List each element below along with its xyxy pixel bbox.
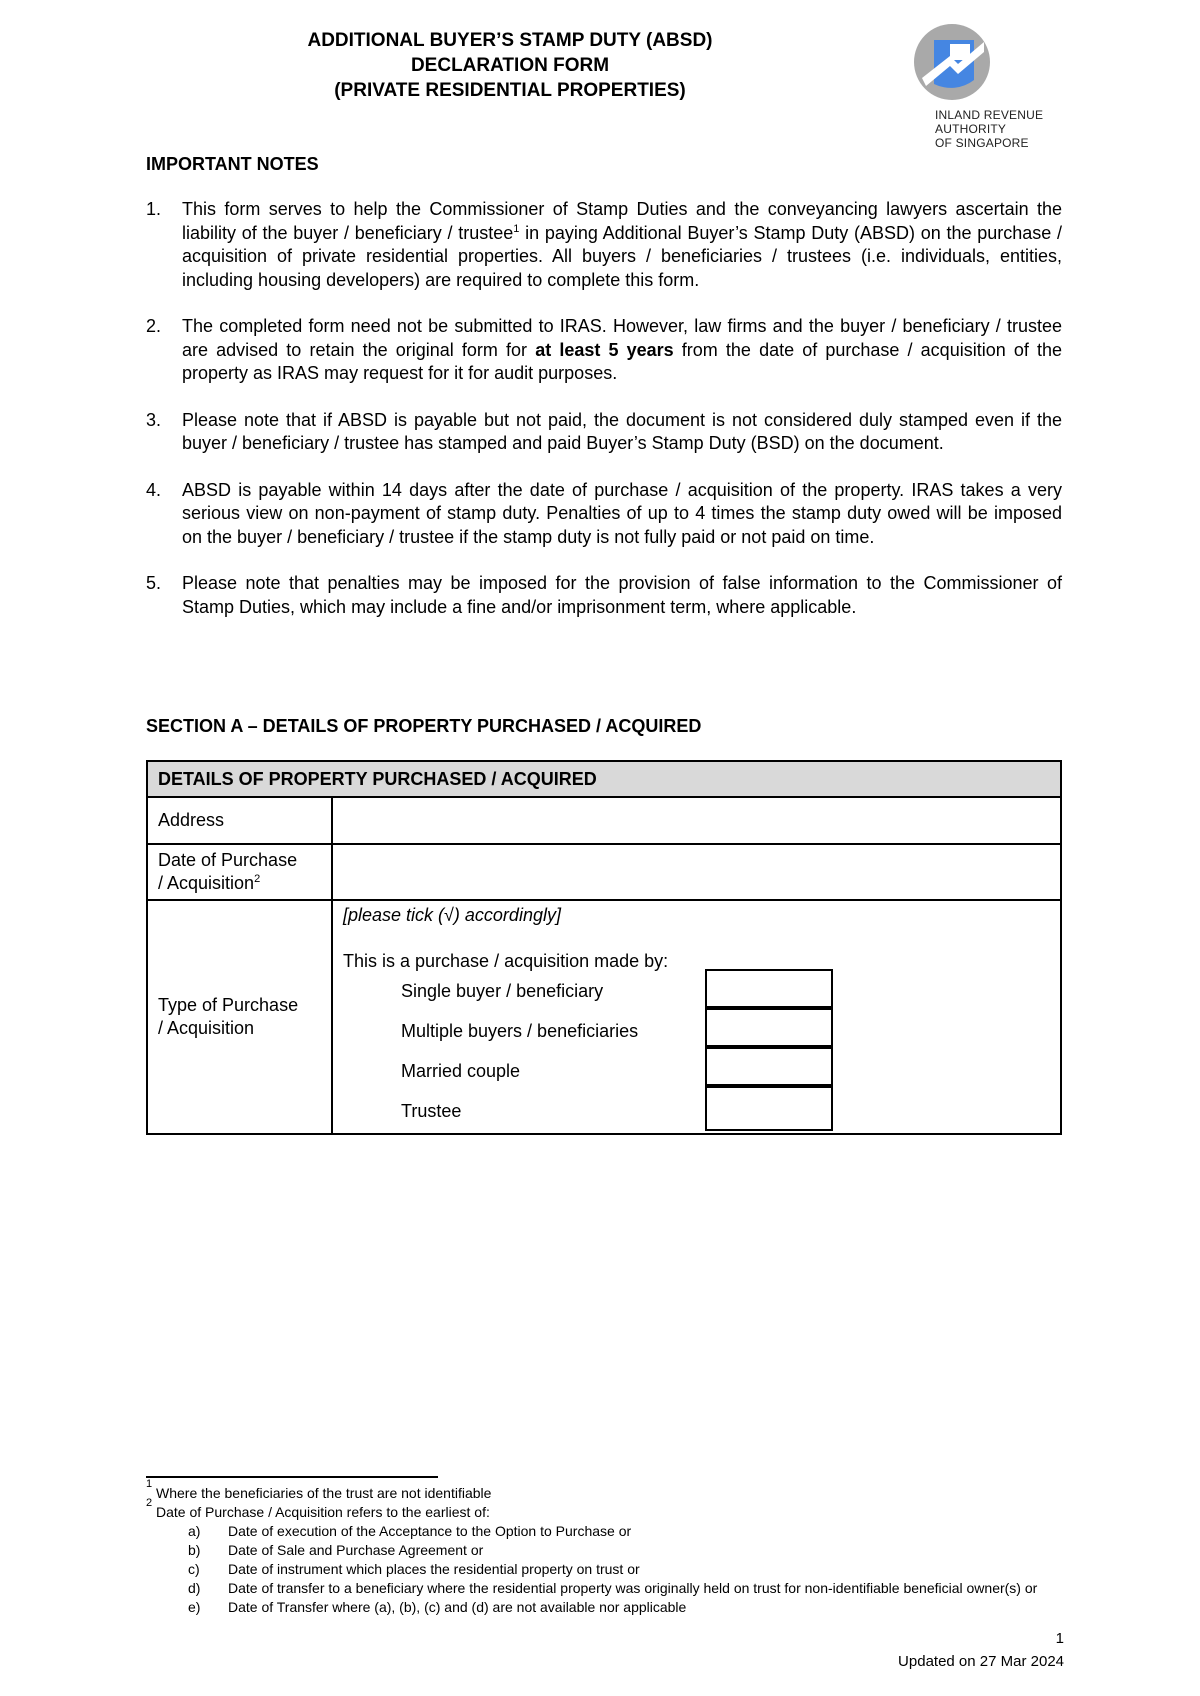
- address-label: Address: [147, 797, 332, 844]
- multiple-buyers-checkbox[interactable]: [705, 1008, 833, 1047]
- note-item: [146, 315, 1062, 386]
- footnote-sub-item: d) Date of transfer to a beneficiary where the residential property was originally held on trust for non-identifiable beneficial owner(s) or: [188, 1580, 1038, 1596]
- trustee-checkbox[interactable]: [705, 1086, 833, 1131]
- note-item: [146, 409, 1062, 456]
- logo-caption-line-3: OF SINGAPORE: [935, 136, 1029, 150]
- footnote-sub-item: c) Date of instrument which places the residential property on trust or: [188, 1561, 640, 1577]
- footnote-1: 1 Where the beneficiaries of the trust are not identifiable: [146, 1478, 492, 1501]
- note-number: 1.: [146, 199, 162, 219]
- footnotes: [146, 1478, 1066, 1617]
- iras-logo-icon: [912, 22, 992, 102]
- updated-date: Updated on 27 Mar 2024: [898, 1653, 1064, 1670]
- note-item: [146, 572, 1062, 619]
- note-text: Please note that penalties may be imposed for the provision of false information to the Commissioner of Stamp Duties, which may include a fine and/or imprisonment term, where applicable.: [182, 573, 1062, 617]
- note-number: 4.: [146, 479, 162, 500]
- title-line-3: (PRIVATE RESIDENTIAL PROPERTIES): [334, 80, 686, 101]
- date-field[interactable]: [332, 844, 1061, 900]
- tick-instruction: [please tick (√) accordingly]: [343, 905, 561, 925]
- table-row: [147, 900, 1061, 1134]
- note-item: [146, 479, 1062, 550]
- note-text: This form serves to help the Commissioner of Stamp Duties and the conveyancing lawyers ascertain the liability of the buyer / beneficiary / trustee$^1$ in paying Additional Buyer’s Stamp Duty (ABSD) on the purchase / acquisition of private residential properties. All buyers / beneficiaries / trustees (i.e. individuals, entities, including housing developers) are required to complete this form.: [182, 199, 1062, 290]
- note-text: The completed form need not be submitted to IRAS. However, law firms and the buyer / beneficiary / trustee are advised to retain the original form for at least 5 years from the date of purchase / acquisition of the property as IRAS may request for it for audit purposes.: [182, 316, 1063, 383]
- note-text: Please note that if ABSD is payable but not paid, the document is not considered duly stamped even if the buyer / beneficiary / trustee has stamped and paid Buyer’s Stamp Duty (BSD) on the document.: [182, 409, 1062, 453]
- married-couple-checkbox[interactable]: [705, 1047, 833, 1086]
- note-number: 2.: [146, 316, 162, 336]
- footnote-sub-item: b) Date of Sale and Purchase Agreement or: [188, 1542, 484, 1558]
- logo-caption: [935, 108, 1043, 150]
- form-title: [200, 28, 820, 103]
- note-text: ABSD is payable within 14 days after the date of purchase / acquisition of the property. IRAS takes a very serious view on non-payment of stamp duty. Penalties of up to 4 times the stamp duty owed will be imposed on the buyer / beneficiary / trustee if the stamp duty is not fully paid or not paid on time.: [182, 479, 1062, 547]
- option-label-trustee: Trustee: [401, 1101, 462, 1121]
- property-details-table: [146, 760, 1062, 1135]
- option-label-multiple: Multiple buyers / beneficiaries: [401, 1021, 639, 1041]
- type-options-cell: [332, 900, 1061, 1134]
- made-by-text: This is a purchase / acquisition made by:: [343, 951, 669, 971]
- table-row: [147, 844, 1061, 900]
- important-notes-heading: IMPORTANT NOTES: [146, 154, 319, 174]
- type-label: Type of Purchase / Acquisition: [147, 900, 332, 1134]
- title-line-1: ADDITIONAL BUYER’S STAMP DUTY (ABSD): [307, 30, 713, 51]
- page-number: 1: [1055, 1630, 1064, 1647]
- table-header: DETAILS OF PROPERTY PURCHASED / ACQUIRED: [147, 761, 1061, 797]
- table-row: [147, 797, 1061, 844]
- note-number: 3.: [146, 409, 162, 430]
- note-item: [146, 198, 1062, 292]
- footnote-divider: [146, 1476, 438, 1478]
- date-label: Date of Purchase / Acquisition$^2$: [147, 844, 332, 900]
- footnote-sub-item: a) Date of execution of the Acceptance to the Option to Purchase or: [188, 1523, 632, 1539]
- notes-list: [146, 198, 1062, 642]
- option-label-married: Married couple: [401, 1061, 521, 1081]
- footnote-sub-item: e) Date of Transfer where (a), (b), (c) and (d) are not available nor applicable: [188, 1599, 687, 1615]
- note-number: 5.: [146, 573, 162, 593]
- single-buyer-checkbox[interactable]: [705, 969, 833, 1008]
- footnote-2: 2 Date of Purchase / Acquisition refers to the earliest of:: [146, 1497, 490, 1520]
- address-field[interactable]: [332, 797, 1061, 844]
- logo-caption-line-1: INLAND REVENUE: [935, 108, 1044, 122]
- logo-caption-line-2: AUTHORITY: [935, 122, 1007, 136]
- option-label-single: Single buyer / beneficiary: [401, 981, 604, 1001]
- section-a-heading: SECTION A – DETAILS OF PROPERTY PURCHASED / ACQUIRED: [146, 716, 702, 736]
- title-line-2: DECLARATION FORM: [410, 55, 610, 76]
